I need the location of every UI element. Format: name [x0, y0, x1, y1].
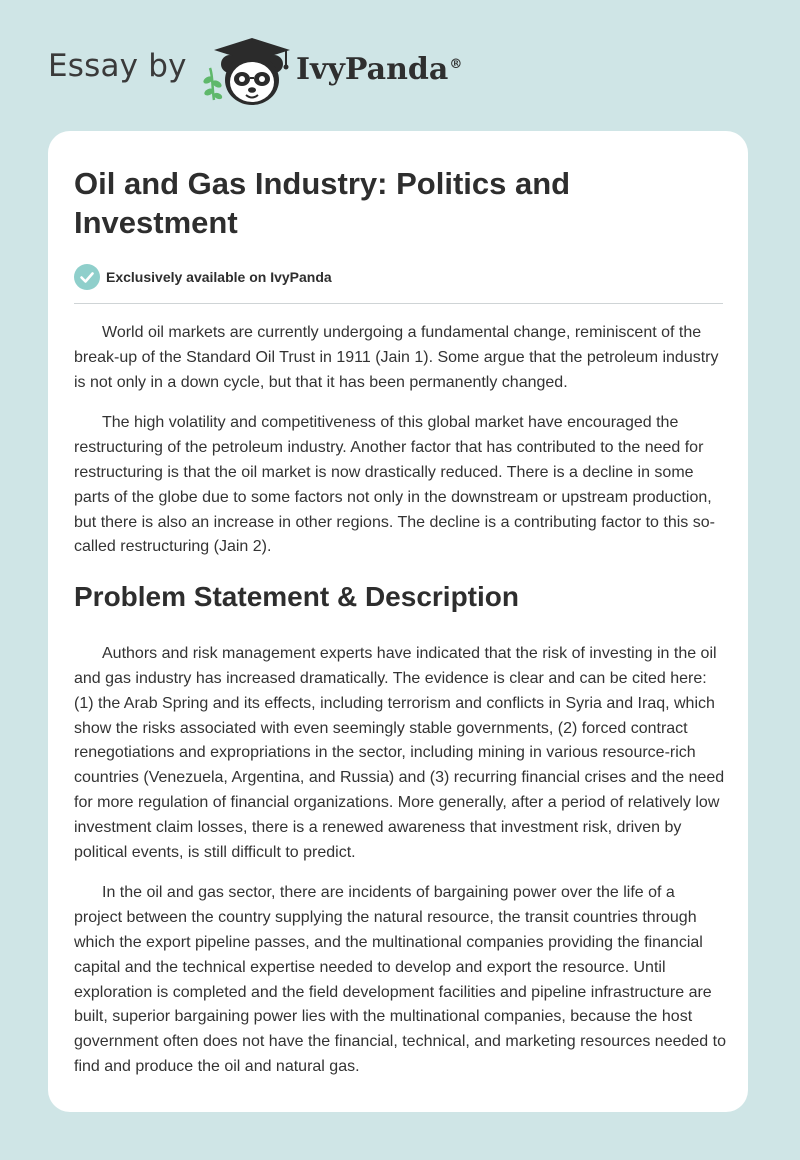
badge-label: Exclusively available on IvyPanda — [106, 269, 332, 285]
paragraph: In the oil and gas sector, there are incidents of bargaining power over the life of a project between the country supplying the natural resource, the transit countries through which the export pipeline passes, and the multinational companies providing the financial capital and the technical expertise needed to develop and export the resource. Until exploration is completed and the field development facilities and pipeline infrastructure are built, superior bargaining power lies with the multinational companies, because the host government often does not have the financial, technical, and marketing resources needed to find and produce the oil and natural gas. — [74, 884, 726, 1075]
brand-prefix: Essay by — [48, 48, 187, 84]
panda-graduate-icon[interactable] — [200, 36, 296, 108]
essay-card — [48, 131, 748, 1112]
paragraph: The high volatility and competitiveness of this global market have encouraged the restructuring of the petroleum industry. Another factor that has contributed to the need for restructuring is that the oil market is now drastically reduced. There is a decline in some parts of the globe due to some factors not only in the downstream or upstream production, but there is also an increase in other regions. The decline is a contributing factor to this so-called restructuring (Jain 2). — [74, 414, 715, 556]
paragraph: Authors and risk management experts have indicated that the risk of investing in the oil and gas industry has increased dramatically. The evidence is clear and can be cited here: (1) the Arab Spring and its effects, including terrorism and conflicts in Syria and Iraq, which show the risks associated with even seemingly stable governments, (2) forced contract renegotiations and expropriations in the sector, including mining in various resource-rich countries (Venezuela, Argentina, and Russia) and (3) recurring financial crises and the need for more regulation of financial organizations. More generally, after a period of relatively low investment claim losses, there is a renewed awareness that investment risk, driven by political events, is still difficult to predict. — [74, 645, 725, 861]
check-circle-icon — [74, 264, 100, 290]
brand-name-text: IvyPanda — [296, 52, 449, 87]
paragraph: World oil markets are currently undergoing a fundamental change, reminiscent of the break-up of the Standard Oil Trust in 1911 (Jain 1). Some argue that the petroleum industry is not only in a down cycle, but that it has been permanently changed. — [74, 324, 719, 391]
brand-name[interactable] — [296, 52, 462, 87]
registered-mark: ® — [449, 57, 463, 72]
article-body — [74, 321, 726, 1096]
page-title: Oil and Gas Industry: Politics and Investment — [74, 166, 571, 240]
site-header — [0, 0, 800, 130]
section-heading: Problem Statement & Description — [74, 581, 519, 613]
divider — [74, 303, 723, 304]
